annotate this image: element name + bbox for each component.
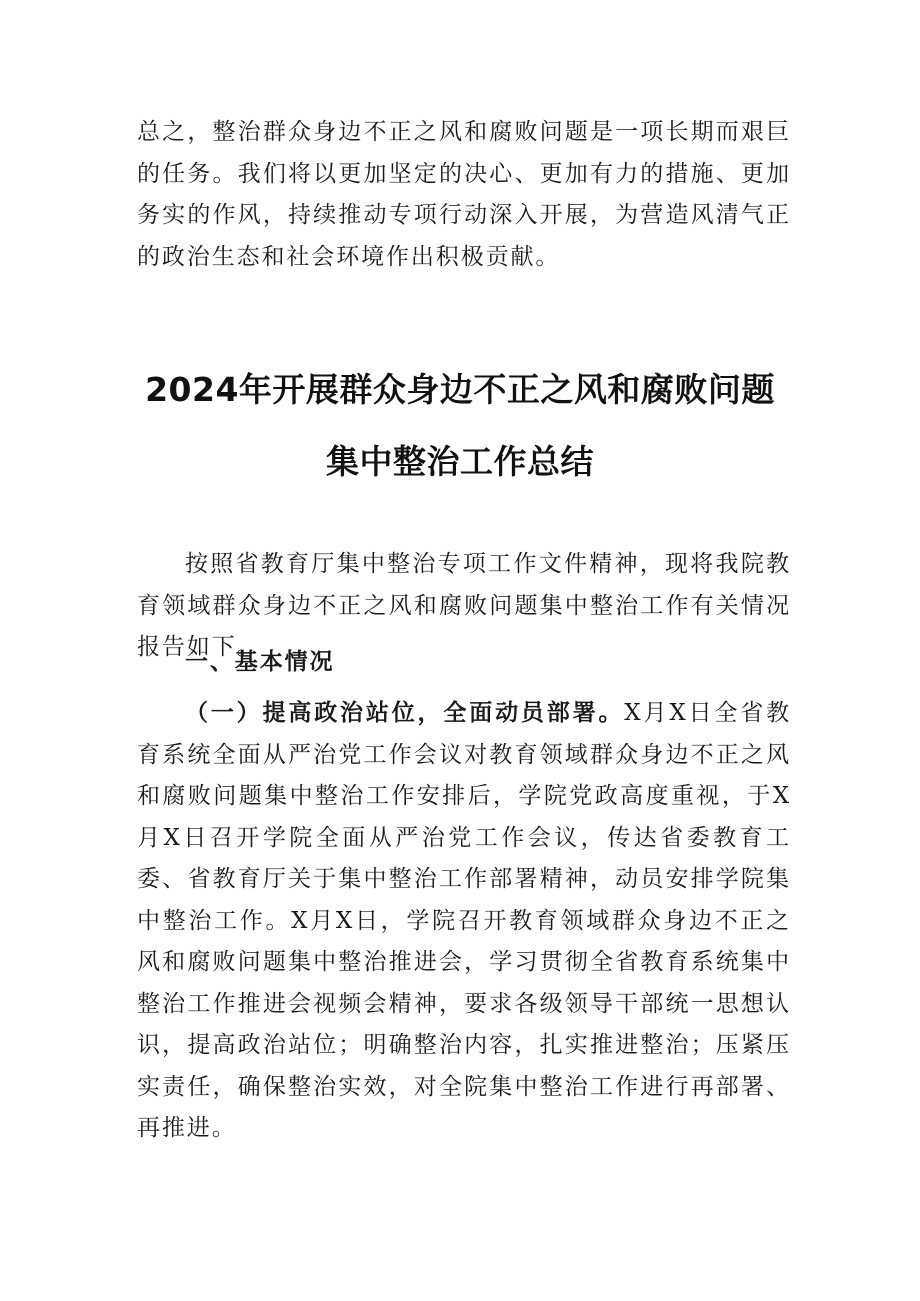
- subsection-paragraph: [137, 692, 791, 1150]
- document-title-line-1: 2024年开展群众身边不正之风和腐败问题: [145, 370, 775, 409]
- intro-paragraph: 按照省教育厅集中整治专项工作文件精神，现将我院教育领域群众身边不正之风和腐败问题集中整治工作有关情况报告如下。: [137, 551, 791, 660]
- subsection-lead: （一）提高政治站位，全面动员部署。: [185, 699, 625, 726]
- document-title-line-2: 集中整治工作总结: [326, 442, 594, 481]
- section-heading: 一、基本情况: [185, 648, 335, 675]
- subsection-body: X月X日全省教育系统全面从严治党工作会议对教育领域群众身边不正之风和腐败问题集中整治工作安排后，学院党政高度重视，于X月X日召开学院全面从严治党工作会议，传达省委教育工委、省教育厅关于集中整治工作部署精神，动员安排学院集中整治工作。X月X日，学院召开教育领域群众身边不正之风和腐败问题集中整治推进会，学习贯彻全省教育系统集中整治工作推进会视频会精神，要求各级领导干部统一思想认识，提高政治站位；明确整治内容，扎实推进整治；压紧压实责任，确保整治实效，对全院集中整治工作进行再部署、再推进。: [137, 700, 791, 1141]
- closing-paragraph: 总之，整治群众身边不正之风和腐败问题是一项长期而艰巨的任务。我们将以更加坚定的决心、更加有力的措施、更加务实的作风，持续推动专项行动深入开展，为营造风清气正的政治生态和社会环境作出积极贡献。: [137, 119, 791, 270]
